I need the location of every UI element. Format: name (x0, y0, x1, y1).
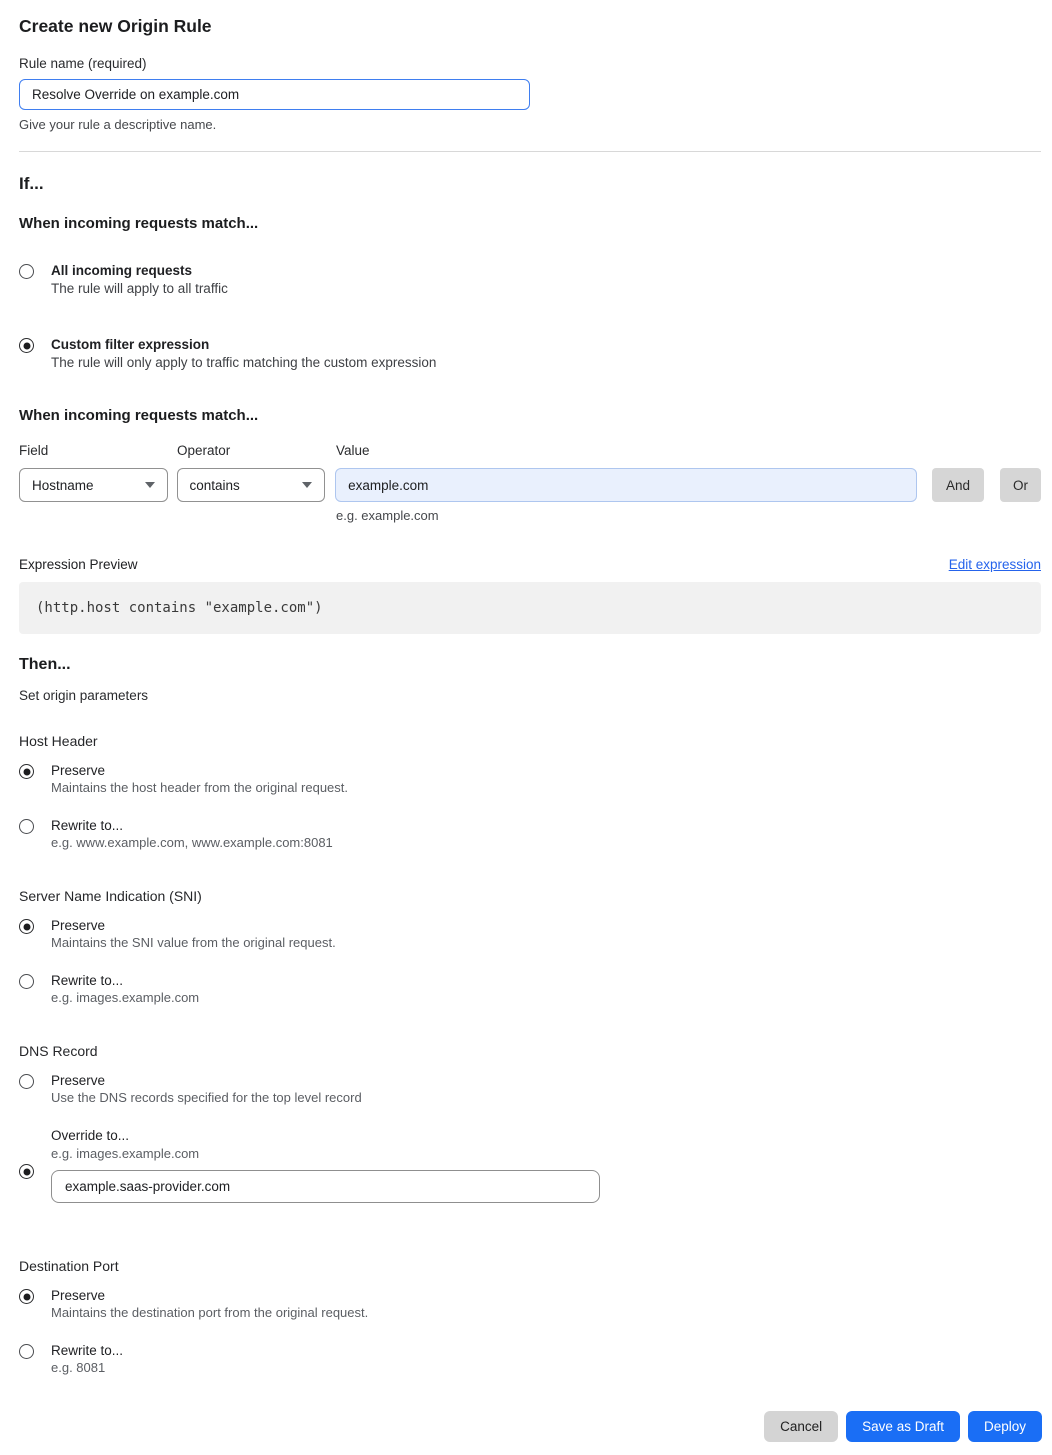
option-description: e.g. www.example.com, www.example.com:8081 (51, 835, 333, 850)
option-description: e.g. images.example.com (51, 1146, 200, 1161)
chevron-down-icon (145, 482, 155, 488)
host-header-preserve-option[interactable] (19, 762, 1041, 796)
radio-port-preserve[interactable] (19, 1289, 34, 1304)
rule-name-input[interactable] (19, 79, 530, 110)
or-button[interactable]: Or (1000, 468, 1041, 502)
option-text (51, 336, 436, 372)
sni-preserve-option[interactable] (19, 917, 1041, 951)
radio-dns-preserve[interactable] (19, 1074, 34, 1089)
option-description: Maintains the destination port from the original request. (51, 1305, 369, 1320)
group-title-destination-port: Destination Port (19, 1258, 119, 1274)
field-select-value: Hostname (32, 477, 94, 493)
destination-port-preserve-option[interactable] (19, 1287, 1041, 1321)
option-label: Preserve (51, 1288, 106, 1303)
option-description: Use the DNS records specified for the top level record (51, 1090, 362, 1105)
group-title-host-header: Host Header (19, 733, 98, 749)
value-input[interactable] (335, 468, 917, 502)
radio-port-rewrite[interactable] (19, 1344, 34, 1359)
dns-record-override-option[interactable] (19, 1127, 1041, 1203)
option-all-incoming-requests[interactable] (19, 262, 1041, 298)
radio-sni-rewrite[interactable] (19, 974, 34, 989)
deploy-button[interactable]: Deploy (968, 1411, 1042, 1442)
origin-rule-form (0, 15, 1052, 1376)
expression-preview-label: Expression Preview (19, 557, 138, 572)
edit-expression-link[interactable]: Edit expression (948, 557, 1041, 572)
option-label: Rewrite to... (51, 818, 124, 833)
section-divider (19, 151, 1041, 152)
option-label: Rewrite to... (51, 1343, 124, 1358)
group-title-sni: Server Name Indication (SNI) (19, 888, 202, 904)
field-label: Field (19, 443, 49, 458)
option-label: Preserve (51, 918, 106, 933)
rule-name-help: Give your rule a descriptive name. (19, 117, 217, 132)
option-description: The rule will apply to all traffic (51, 281, 228, 296)
operator-label: Operator (177, 443, 231, 458)
option-text (51, 262, 228, 298)
expression-builder-labels (19, 443, 1041, 459)
rule-name-label: Rule name (required) (19, 56, 147, 71)
group-title-dns-record: DNS Record (19, 1043, 98, 1059)
then-heading: Then... (19, 656, 71, 673)
footer-actions (764, 1411, 1042, 1442)
option-label: Preserve (51, 1073, 106, 1088)
option-description: Maintains the host header from the original request. (51, 780, 349, 795)
radio-host-header-rewrite[interactable] (19, 819, 34, 834)
destination-port-rewrite-option[interactable] (19, 1342, 1041, 1376)
expression-builder-heading: When incoming requests match... (19, 407, 259, 424)
option-label: All incoming requests (51, 263, 193, 278)
field-select[interactable] (19, 468, 168, 502)
option-label: Custom filter expression (51, 337, 210, 352)
dns-record-preserve-option[interactable] (19, 1072, 1041, 1106)
option-label: Preserve (51, 763, 106, 778)
operator-select[interactable] (177, 468, 326, 502)
option-description: e.g. 8081 (51, 1360, 106, 1375)
value-label: Value (336, 443, 370, 458)
sni-rewrite-option[interactable] (19, 972, 1041, 1006)
expression-builder-row (19, 468, 1041, 502)
if-subheading: When incoming requests match... (19, 215, 259, 232)
option-custom-filter-expression[interactable] (19, 336, 1041, 372)
if-heading: If... (19, 174, 44, 193)
option-label: Rewrite to... (51, 973, 124, 988)
save-as-draft-button[interactable]: Save as Draft (846, 1411, 960, 1442)
radio-all-incoming-requests[interactable] (19, 264, 34, 279)
expression-preview-header (19, 556, 1041, 573)
operator-select-value: contains (189, 477, 240, 493)
and-button[interactable]: And (932, 468, 984, 502)
radio-sni-preserve[interactable] (19, 919, 34, 934)
option-description: Maintains the SNI value from the original request. (51, 935, 336, 950)
radio-custom-filter-expression[interactable] (19, 338, 34, 353)
option-label: Override to... (51, 1128, 130, 1143)
then-subheading: Set origin parameters (19, 688, 149, 703)
option-description: The rule will only apply to traffic matching the custom expression (51, 355, 437, 370)
value-help: e.g. example.com (336, 508, 439, 523)
host-header-rewrite-option[interactable] (19, 817, 1041, 851)
radio-host-header-preserve[interactable] (19, 764, 34, 779)
option-description: e.g. images.example.com (51, 990, 200, 1005)
cancel-button[interactable]: Cancel (764, 1411, 838, 1442)
chevron-down-icon (302, 482, 312, 488)
page-title: Create new Origin Rule (19, 16, 212, 36)
radio-dns-override[interactable] (19, 1164, 34, 1179)
dns-override-input[interactable] (51, 1170, 600, 1203)
expression-preview-code: (http.host contains "example.com") (19, 582, 1041, 634)
